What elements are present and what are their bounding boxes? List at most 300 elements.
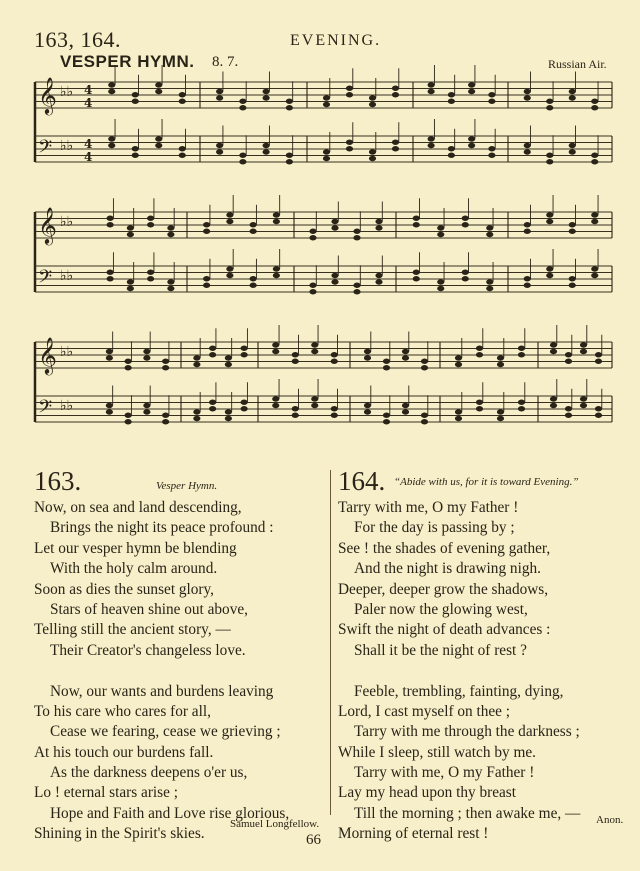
notehead [369, 149, 376, 154]
notehead [392, 146, 399, 151]
notehead [591, 273, 598, 278]
notehead [569, 276, 576, 281]
notehead [147, 270, 154, 275]
key-signature-icon: ♭♭ [60, 214, 74, 230]
notehead [569, 222, 576, 227]
verse-line: Paler now the glowing west, [354, 600, 528, 618]
notehead [580, 342, 587, 347]
notehead [162, 365, 169, 370]
notehead [239, 153, 246, 158]
notehead [216, 89, 223, 94]
notehead [331, 225, 338, 230]
notehead [468, 143, 475, 148]
notehead [132, 153, 139, 158]
notehead [524, 283, 531, 288]
notehead [346, 92, 353, 97]
notehead [488, 153, 495, 158]
notehead [421, 413, 428, 418]
notehead [241, 400, 248, 405]
notehead [162, 359, 169, 364]
notehead [462, 276, 469, 281]
bass-clef-icon: 𝄢 [38, 267, 53, 292]
notehead [591, 105, 598, 110]
notehead [167, 225, 174, 230]
verse-line: While I sleep, still watch by me. [338, 743, 536, 761]
notehead [550, 342, 557, 347]
notehead [392, 92, 399, 97]
notehead [364, 403, 371, 408]
notehead [488, 146, 495, 151]
notehead [106, 409, 113, 414]
notehead [369, 95, 376, 100]
notehead [162, 413, 169, 418]
notehead [375, 279, 382, 284]
notehead [155, 82, 162, 87]
notehead [203, 276, 210, 281]
notehead [375, 273, 382, 278]
notehead [155, 89, 162, 94]
notehead [167, 286, 174, 291]
notehead [550, 403, 557, 408]
notehead [241, 352, 248, 357]
notehead [580, 403, 587, 408]
verse-line: Their Creator's changeless love. [50, 641, 246, 659]
notehead [143, 409, 150, 414]
notehead [155, 136, 162, 141]
verse-line: Cease we fearing, cease we grieving ; [50, 723, 281, 741]
notehead [524, 229, 531, 234]
notehead [272, 349, 279, 354]
notehead [591, 219, 598, 224]
notehead [209, 346, 216, 351]
notehead [580, 349, 587, 354]
notehead [309, 235, 316, 240]
notehead [364, 355, 371, 360]
notehead [546, 219, 553, 224]
notehead [524, 149, 531, 154]
notehead [353, 283, 360, 288]
notehead [323, 102, 330, 107]
notehead [311, 396, 318, 401]
key-signature-icon: ♭♭ [60, 138, 74, 154]
notehead [132, 146, 139, 151]
notehead [263, 95, 270, 100]
notehead [106, 403, 113, 408]
notehead [331, 279, 338, 284]
notehead [125, 419, 132, 424]
notehead [497, 416, 504, 421]
verse-line: See ! the shades of evening gather, [338, 539, 551, 557]
notehead [486, 279, 493, 284]
notehead [402, 409, 409, 414]
notehead [309, 289, 316, 294]
notehead [448, 99, 455, 104]
key-signature-icon: ♭♭ [60, 344, 74, 360]
notehead [216, 143, 223, 148]
notehead [402, 349, 409, 354]
notehead [546, 273, 553, 278]
notehead [413, 270, 420, 275]
verse-line: Now, our wants and burdens leaving [50, 682, 274, 700]
notehead [132, 99, 139, 104]
notehead [448, 92, 455, 97]
notehead [428, 136, 435, 141]
notehead [455, 362, 462, 367]
notehead [127, 279, 134, 284]
notehead [250, 222, 257, 227]
key-signature-icon: ♭♭ [60, 398, 74, 414]
notehead [179, 153, 186, 158]
notehead [565, 413, 572, 418]
notehead [462, 216, 469, 221]
notehead [323, 156, 330, 161]
notehead [524, 89, 531, 94]
notehead [497, 409, 504, 414]
verse-line: Brings the night its peace profound : [50, 519, 274, 537]
notehead [428, 89, 435, 94]
notehead [311, 403, 318, 408]
notehead [106, 355, 113, 360]
notehead [476, 352, 483, 357]
notehead [413, 276, 420, 281]
notehead [331, 352, 338, 357]
notehead [147, 216, 154, 221]
notehead [323, 95, 330, 100]
notehead [272, 396, 279, 401]
verse-line: Now, on sea and land descending, [34, 499, 242, 516]
notehead [286, 159, 293, 164]
notehead [331, 359, 338, 364]
notehead [108, 82, 115, 87]
notehead [331, 273, 338, 278]
notehead [448, 146, 455, 151]
tune-name: VESPER HYMN. [60, 52, 195, 71]
notehead [226, 219, 233, 224]
notehead [225, 409, 232, 414]
notehead [364, 409, 371, 414]
notehead [518, 346, 525, 351]
verse-line: For the day is passing by ; [354, 519, 515, 537]
notehead [565, 406, 572, 411]
notehead [402, 355, 409, 360]
notehead [225, 362, 232, 367]
treble-clef-icon: 𝄞 [38, 206, 57, 244]
notehead [250, 283, 257, 288]
notehead [209, 352, 216, 357]
tune-meter: 8. 7. [212, 54, 239, 70]
notehead [468, 82, 475, 87]
hymn-163-text [34, 498, 289, 845]
verse-line: Shall it be the night of rest ? [354, 641, 527, 659]
verse-line: Lay my head upon thy breast [338, 784, 516, 802]
hymn-164-author: Anon. [596, 814, 624, 826]
notehead [323, 149, 330, 154]
notehead [209, 400, 216, 405]
notehead [311, 349, 318, 354]
notehead [353, 235, 360, 240]
notehead [595, 406, 602, 411]
notehead [209, 406, 216, 411]
verse-line: Stars of heaven shine out above, [50, 600, 248, 618]
notehead [468, 136, 475, 141]
notehead [524, 95, 531, 100]
notehead [421, 359, 428, 364]
bass-clef-icon: 𝄢 [38, 397, 53, 422]
bass-clef-icon: 𝄢 [38, 137, 53, 162]
notehead [155, 143, 162, 148]
notehead [428, 143, 435, 148]
notehead [127, 232, 134, 237]
time-signature-icon: 4 [84, 96, 93, 110]
notehead [497, 355, 504, 360]
hymn-163-number: 163. [34, 466, 82, 496]
hymn-164-text [338, 498, 580, 845]
verse-line: Morning of eternal rest ! [338, 825, 489, 843]
notehead [580, 396, 587, 401]
notehead [455, 355, 462, 360]
notehead [524, 143, 531, 148]
notehead [263, 89, 270, 94]
notehead [108, 136, 115, 141]
page-number: 66 [306, 832, 321, 848]
notehead [437, 232, 444, 237]
notehead [569, 143, 576, 148]
verse-line: Lo ! eternal stars arise ; [34, 784, 178, 802]
notehead [595, 413, 602, 418]
notehead [488, 99, 495, 104]
time-signature-icon: 4 [84, 83, 93, 97]
notehead [346, 146, 353, 151]
notehead [147, 276, 154, 281]
notehead [193, 355, 200, 360]
notehead [311, 342, 318, 347]
notehead [239, 105, 246, 110]
notehead [346, 86, 353, 91]
verse-line: Let our vesper hymn be blending [34, 539, 237, 557]
hymn-163-author: Samuel Longfellow. [230, 818, 320, 830]
notehead [203, 222, 210, 227]
notehead [167, 279, 174, 284]
notehead [569, 229, 576, 234]
notehead [421, 419, 428, 424]
notehead [250, 276, 257, 281]
time-signature-icon: 4 [84, 137, 93, 151]
notehead [413, 216, 420, 221]
notehead [125, 359, 132, 364]
notehead [375, 225, 382, 230]
notehead [216, 95, 223, 100]
notehead [167, 232, 174, 237]
verse-line: Feeble, trembling, fainting, dying, [354, 682, 564, 700]
notehead [132, 92, 139, 97]
notehead [476, 346, 483, 351]
verse-line: Deeper, deeper grow the shadows, [338, 580, 549, 598]
notehead [518, 400, 525, 405]
notehead [263, 149, 270, 154]
notehead [272, 403, 279, 408]
notehead [565, 352, 572, 357]
notehead [550, 396, 557, 401]
notehead [292, 413, 299, 418]
notehead [569, 95, 576, 100]
key-signature-icon: ♭♭ [60, 84, 74, 100]
notehead [239, 99, 246, 104]
verse-line: And the night is drawing nigh. [354, 560, 541, 578]
notehead [546, 99, 553, 104]
notehead [273, 273, 280, 278]
notehead [331, 413, 338, 418]
notehead [468, 89, 475, 94]
verse-line: Till the morning ; then awake me, — [354, 804, 581, 822]
notehead [486, 232, 493, 237]
notehead [591, 266, 598, 271]
notehead [226, 266, 233, 271]
notehead [524, 276, 531, 281]
notehead [383, 359, 390, 364]
notehead [225, 355, 232, 360]
notehead [273, 219, 280, 224]
verse-line [338, 661, 580, 681]
notehead [546, 212, 553, 217]
verse-line: Tarry with me through the darkness ; [354, 723, 580, 741]
notehead [273, 212, 280, 217]
notehead [364, 349, 371, 354]
notehead [546, 159, 553, 164]
notehead [127, 286, 134, 291]
notehead [292, 359, 299, 364]
notehead [569, 89, 576, 94]
notehead [569, 149, 576, 154]
notehead [421, 365, 428, 370]
notehead [226, 212, 233, 217]
notehead [125, 413, 132, 418]
notehead [369, 156, 376, 161]
notehead [402, 403, 409, 408]
notehead [107, 216, 114, 221]
notehead [162, 419, 169, 424]
notehead [518, 406, 525, 411]
verse-line: Telling still the ancient story, — [34, 621, 231, 639]
time-signature-icon: 4 [84, 150, 93, 164]
notehead [286, 99, 293, 104]
verse-line: Shining in the Spirit's skies. [34, 825, 205, 843]
notehead [383, 419, 390, 424]
notehead [179, 92, 186, 97]
verse-line: Soon as dies the sunset glory, [34, 580, 215, 598]
notehead [292, 352, 299, 357]
notehead [486, 225, 493, 230]
notehead [486, 286, 493, 291]
verse-line: As the darkness deepens o'er us, [50, 764, 248, 782]
notehead [546, 266, 553, 271]
notehead [569, 283, 576, 288]
notehead [392, 86, 399, 91]
notehead [369, 102, 376, 107]
verse-line: Hope and Faith and Love rise glorious, [50, 804, 290, 822]
notehead [193, 416, 200, 421]
notehead [375, 219, 382, 224]
treble-clef-icon: 𝄞 [38, 336, 57, 374]
notehead [179, 146, 186, 151]
notehead [107, 270, 114, 275]
notehead [462, 222, 469, 227]
notehead [488, 92, 495, 97]
notehead [143, 349, 150, 354]
notehead [392, 140, 399, 145]
notehead [565, 359, 572, 364]
notehead [595, 352, 602, 357]
notehead [437, 279, 444, 284]
notehead [203, 283, 210, 288]
notehead [143, 403, 150, 408]
verse-line: At his touch our burdens fall. [34, 743, 214, 761]
notehead [108, 143, 115, 148]
notehead [353, 229, 360, 234]
notehead [263, 143, 270, 148]
notehead [241, 346, 248, 351]
verse-line: Tarry with me, O my Father ! [354, 764, 535, 782]
notehead [203, 229, 210, 234]
notehead [309, 229, 316, 234]
hymn-numbers-header: 163, 164. [34, 27, 121, 52]
verse-line: To his care who cares for all, [34, 702, 211, 720]
notehead [437, 225, 444, 230]
notehead [448, 153, 455, 158]
notehead [591, 153, 598, 158]
notehead [331, 219, 338, 224]
notehead [193, 362, 200, 367]
notehead [428, 82, 435, 87]
verse-line: Lord, I cast myself on thee ; [338, 702, 511, 720]
section-title: EVENING. [290, 32, 382, 49]
notehead [250, 229, 257, 234]
verse-line: With the holy calm around. [50, 560, 218, 578]
notehead [286, 153, 293, 158]
notehead [353, 289, 360, 294]
notehead [107, 222, 114, 227]
column-divider [330, 470, 331, 815]
notehead [550, 349, 557, 354]
notehead [127, 225, 134, 230]
notehead [497, 362, 504, 367]
notehead [462, 270, 469, 275]
notehead [546, 153, 553, 158]
notehead [476, 406, 483, 411]
notehead [437, 286, 444, 291]
tune-source: Russian Air. [548, 57, 607, 71]
notehead [147, 222, 154, 227]
notehead [476, 400, 483, 405]
hymn-164-subtitle: “Abide with us, for it is toward Evening.” [394, 476, 579, 488]
notehead [331, 406, 338, 411]
notehead [107, 276, 114, 281]
notehead [346, 140, 353, 145]
notehead [179, 99, 186, 104]
notehead [546, 105, 553, 110]
notehead [216, 149, 223, 154]
notehead [106, 349, 113, 354]
notehead [383, 413, 390, 418]
notehead [455, 409, 462, 414]
hymn-164-number: 164. [338, 466, 386, 496]
verse-line [34, 661, 289, 681]
notehead [518, 352, 525, 357]
notehead [273, 266, 280, 271]
notehead [595, 359, 602, 364]
key-signature-icon: ♭♭ [60, 268, 74, 284]
notehead [125, 365, 132, 370]
notehead [193, 409, 200, 414]
